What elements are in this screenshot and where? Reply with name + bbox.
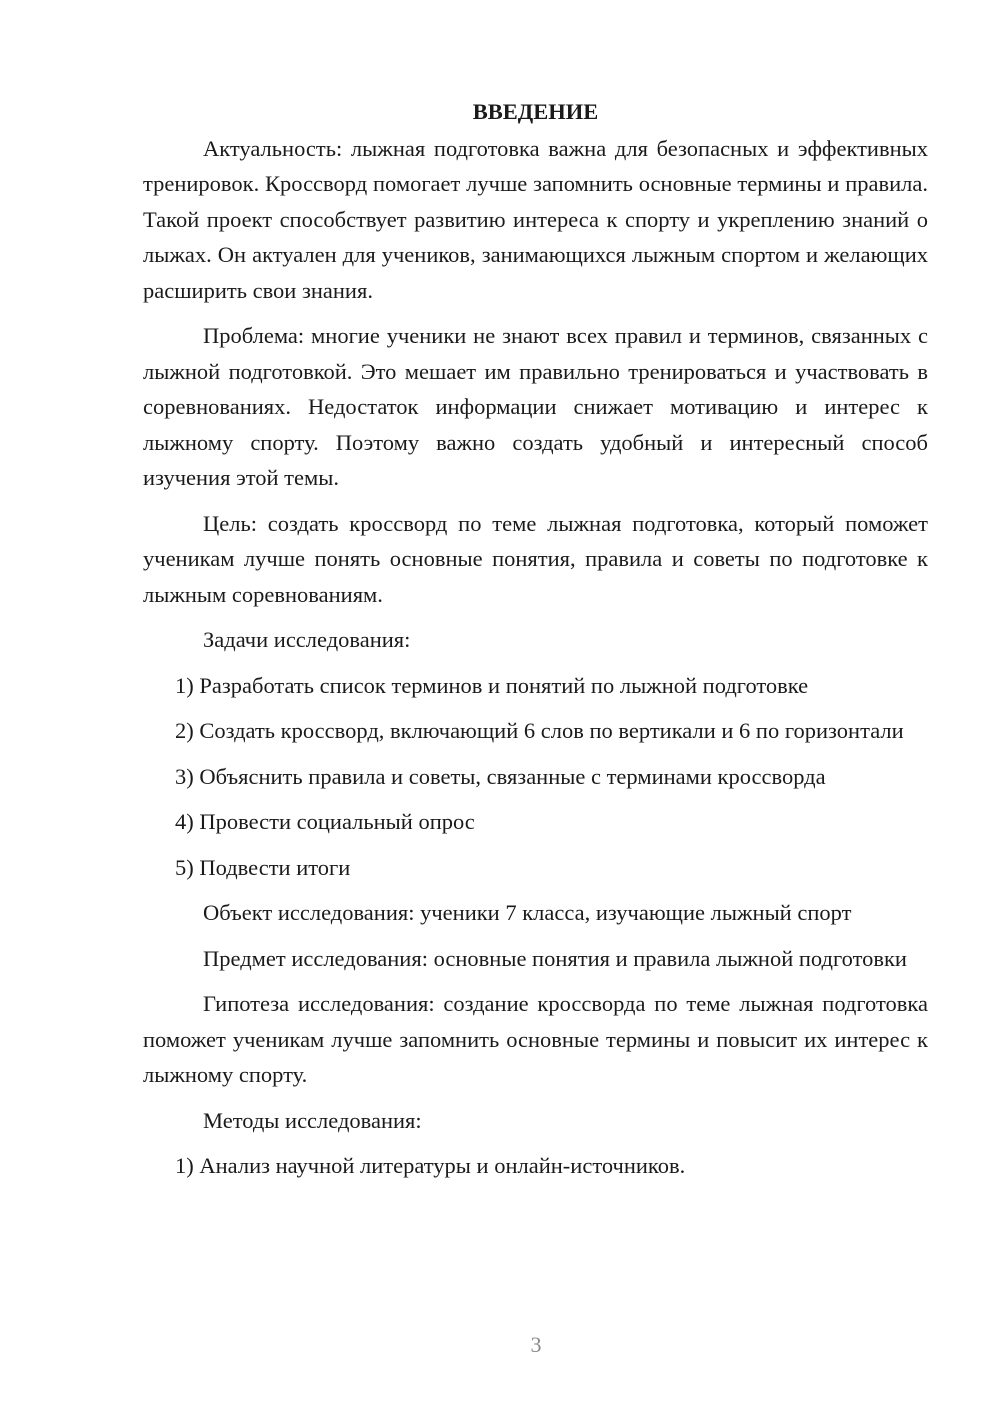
- task-item: 5) Подвести итоги: [175, 854, 351, 880]
- subject-paragraph: Предмет исследования: основные понятия и правила лыжной подготовки: [203, 945, 907, 971]
- task-item: 3) Объяснить правила и советы, связанные с терминами кроссворда: [175, 763, 826, 789]
- goal-paragraph: Цель: создать кроссворд по теме лыжная подготовка, который поможет ученикам лучше понять основные понятия, правила и советы по подготовке к лыжным соревнованиям.: [143, 510, 928, 607]
- page-title: ВВЕДЕНИЕ: [472, 99, 599, 124]
- task-item: 2) Создать кроссворд, включающий 6 слов по вертикали и 6 по горизонтали: [175, 718, 904, 743]
- tasks-heading: Задачи исследования:: [203, 627, 411, 652]
- task-item: 1) Разработать список терминов и понятий по лыжной подготовке: [175, 672, 809, 698]
- method-item: 1) Анализ научной литературы и онлайн-источников.: [175, 1153, 686, 1178]
- object-paragraph: Объект исследования: ученики 7 класса, изучающие лыжный спорт: [203, 900, 852, 925]
- methods-heading: Методы исследования:: [203, 1107, 422, 1133]
- page-body: [143, 94, 928, 1194]
- page-number: 3: [530, 1332, 542, 1357]
- problem-paragraph: Проблема: многие ученики не знают всех правил и терминов, связанных с лыжной подготовкой. Это мешает им правильно тренироваться и участвовать в соревнованиях. Недостаток информации снижает мотивацию и интерес к лыжному спорту. Поэтому важно создать удобный и интересный способ изучения этой темы.: [143, 323, 928, 490]
- task-item: 4) Провести социальный опрос: [175, 809, 475, 834]
- relevance-paragraph: Актуальность: лыжная подготовка важна для безопасных и эффективных тренировок. Кроссворд помогает лучше запомнить основные термины и правила. Такой проект способствует развитию интереса к спорту и укреплению знаний о лыжах. Он актуален для учеников, занимающихся лыжным спортом и желающих расширить свои знания.: [143, 135, 928, 303]
- hypothesis-paragraph: Гипотеза исследования: создание кроссворда по теме лыжная подготовка поможет ученикам лучше запомнить основные термины и повысит их интерес к лыжному спорту.: [143, 991, 928, 1087]
